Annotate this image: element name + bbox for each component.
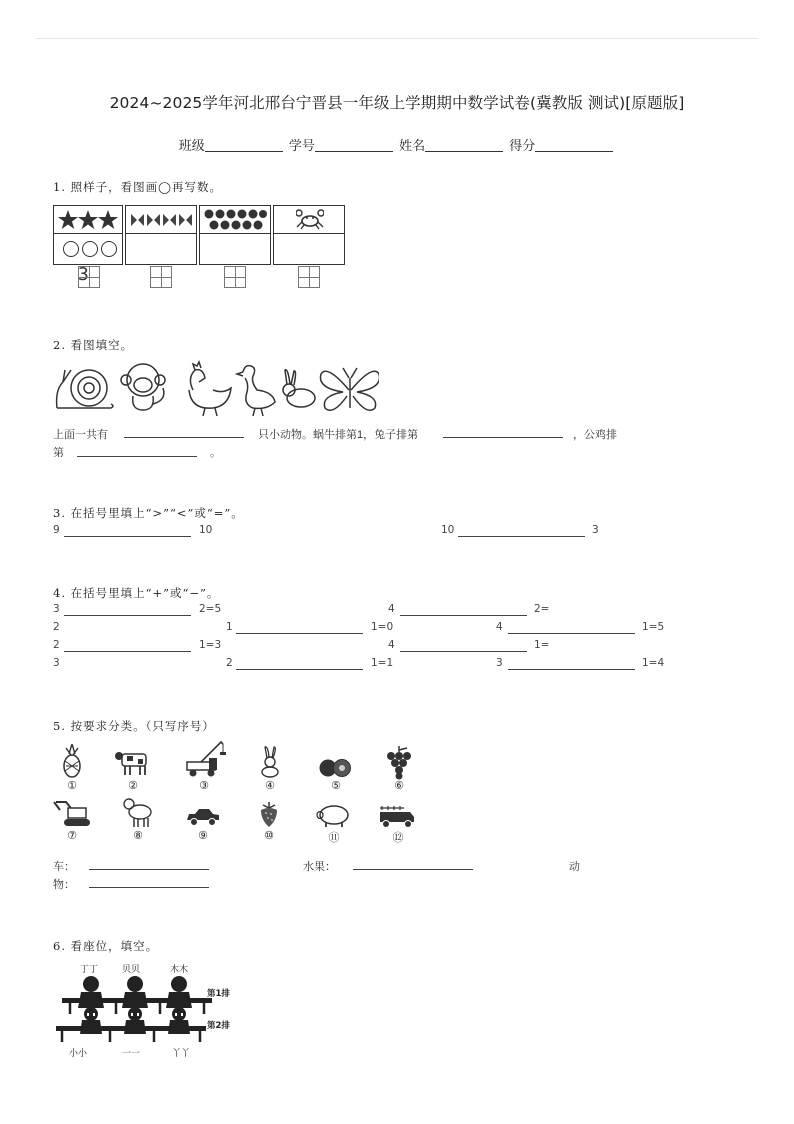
answer-box-butterfly[interactable]	[150, 266, 172, 288]
q2-blank-rooster[interactable]	[77, 456, 197, 457]
q4-r2-d: 4	[496, 621, 503, 633]
q4-r2-c: 1=0	[371, 621, 394, 633]
label-1: ①	[67, 779, 77, 792]
crab-box	[273, 205, 345, 265]
q4-r4-c: 1=1	[371, 657, 394, 669]
q4-r2-b: 1	[226, 621, 233, 633]
butterfly-box	[125, 205, 197, 265]
seat-name-yiyi: 一一	[122, 1049, 141, 1059]
page-title: 2024~2025学年河北邢台宁晋县一年级上学期期中数学试卷(冀教版 测试)[原题版]	[109, 94, 685, 112]
q4-r1-d: 2=	[534, 603, 550, 615]
q4-r1-blank-1[interactable]	[64, 615, 191, 616]
q4-r4-a: 3	[53, 657, 60, 669]
q4-r3-b: 1=3	[199, 639, 222, 651]
q1-title: 1. 照样子，看图画◯再写数。	[53, 180, 222, 194]
q2-text-5: 。	[210, 447, 221, 459]
crab-icon	[296, 208, 324, 230]
row-1-label: 第1排	[207, 989, 230, 999]
q5-title: 5. 按要求分类。（只写序号）	[53, 719, 215, 733]
duck-icon	[237, 366, 275, 416]
q5-blank-car[interactable]	[89, 869, 209, 870]
monkey-icon	[121, 364, 165, 410]
class-field[interactable]	[205, 138, 283, 152]
label-2: ②	[128, 779, 138, 792]
kiwi-icon	[318, 758, 352, 778]
strawberry-icon	[259, 802, 279, 828]
q5-blank-animal[interactable]	[89, 887, 209, 888]
q2-blank-total[interactable]	[124, 437, 244, 438]
id-label: 学号	[288, 139, 315, 154]
name-field[interactable]	[425, 138, 503, 152]
q5-animal-label-a: 动	[569, 861, 580, 873]
q4-r1-c: 4	[388, 603, 395, 615]
q3-a-right: 10	[199, 524, 213, 536]
pineapple-icon	[60, 744, 84, 778]
q2-text-3: ，公鸡排	[573, 429, 617, 441]
header-rule	[36, 38, 758, 39]
rabbit-icon	[283, 370, 315, 407]
q3-b-left: 10	[441, 524, 455, 536]
q5-blank-fruit[interactable]	[353, 869, 473, 870]
q4-r3-a: 2	[53, 639, 60, 651]
q4-r3-blank-2[interactable]	[400, 651, 527, 652]
animals-row	[53, 360, 379, 416]
label-6: ⑥	[394, 779, 404, 792]
q4-r4-blank-1[interactable]	[236, 669, 363, 670]
student-info	[0, 135, 794, 154]
label-8: ⑧	[133, 829, 143, 842]
label-7: ⑦	[67, 829, 77, 842]
q5-car-label: 车：	[53, 861, 75, 873]
q4-r2-e: 1=5	[642, 621, 665, 633]
rooster-icon	[189, 362, 231, 416]
q3-a-left: 9	[53, 524, 60, 536]
q3-b-right: 3	[592, 524, 599, 536]
q4-r3-d: 1=	[534, 639, 550, 651]
q4-r3-blank-1[interactable]	[64, 651, 191, 652]
q2-title: 2. 看图填空。	[53, 338, 134, 352]
label-10: ⑩	[264, 829, 274, 842]
seat-name-xiaoxiao: 小小	[69, 1049, 88, 1059]
excavator-icon	[52, 800, 92, 828]
score-label: 得分	[509, 139, 536, 154]
name-label: 姓名	[399, 139, 426, 154]
q2-blank-rabbit[interactable]	[443, 437, 563, 438]
q2-text-1: 上面一共有	[53, 429, 108, 441]
seat-name-dingding: 丁丁	[80, 965, 99, 975]
answer-box-shell[interactable]	[224, 266, 246, 288]
label-12: ⑫	[392, 831, 404, 844]
q4-r3-c: 4	[388, 639, 395, 651]
q3-title: 3. 在括号里填上“>”“<”或“=”。	[53, 506, 244, 520]
snail-icon	[57, 370, 113, 408]
sheep-icon	[123, 798, 153, 828]
q4-r4-e: 1=4	[642, 657, 665, 669]
q4-title: 4. 在括号里填上“+”或“−”。	[53, 586, 220, 600]
q4-r2-a: 2	[53, 621, 60, 633]
q3-blank-a[interactable]	[64, 536, 191, 537]
label-4: ④	[265, 779, 275, 792]
butterfly-large-icon	[320, 368, 379, 410]
answer-box-crab[interactable]	[298, 266, 320, 288]
q4-r2-blank-2[interactable]	[508, 633, 635, 634]
fire-truck-icon	[378, 804, 416, 828]
pig-icon	[316, 803, 352, 827]
classroom-seats-icon	[54, 974, 212, 1044]
q2-text-2: 只小动物。蜗牛排第1，兔子排第	[258, 429, 419, 441]
example-grid	[78, 266, 100, 288]
q2-text-4: 第	[53, 447, 64, 459]
id-field[interactable]	[315, 138, 393, 152]
label-11: ⑪	[328, 831, 340, 844]
seat-name-beibei: 贝贝	[122, 965, 141, 975]
label-3: ③	[199, 779, 209, 792]
star-icon	[58, 209, 118, 231]
q4-r1-b: 2=5	[199, 603, 222, 615]
example-box	[53, 205, 123, 265]
q4-r4-blank-2[interactable]	[508, 669, 635, 670]
q4-r1-blank-2[interactable]	[400, 615, 527, 616]
q4-r4-d: 3	[496, 657, 503, 669]
example-circles	[63, 241, 120, 261]
car-icon	[185, 808, 221, 826]
butterfly-icon	[130, 212, 192, 228]
shell-icon	[203, 208, 267, 232]
shell-box	[199, 205, 271, 265]
q4-r1-a: 3	[53, 603, 60, 615]
rabbit-small-icon	[258, 746, 282, 778]
label-9: ⑨	[198, 829, 208, 842]
q5-fruit-label: 水果：	[303, 861, 336, 873]
row-2-label: 第2排	[207, 1021, 230, 1031]
crane-truck-icon	[185, 740, 229, 778]
seat-name-yaya: 丫丫	[172, 1049, 191, 1059]
q5-animal-label-b: 物：	[53, 879, 75, 891]
q4-r4-b: 2	[226, 657, 233, 669]
q6-title: 6. 看座位，填空。	[53, 939, 159, 953]
seat-name-mumu: 木木	[170, 965, 189, 975]
label-5: ⑤	[331, 779, 341, 792]
q4-r2-blank-1[interactable]	[236, 633, 363, 634]
q3-blank-b[interactable]	[458, 536, 585, 537]
cow-icon	[114, 748, 152, 776]
score-field[interactable]	[535, 138, 613, 152]
grapes-icon	[385, 746, 413, 780]
class-label: 班级	[178, 139, 205, 154]
